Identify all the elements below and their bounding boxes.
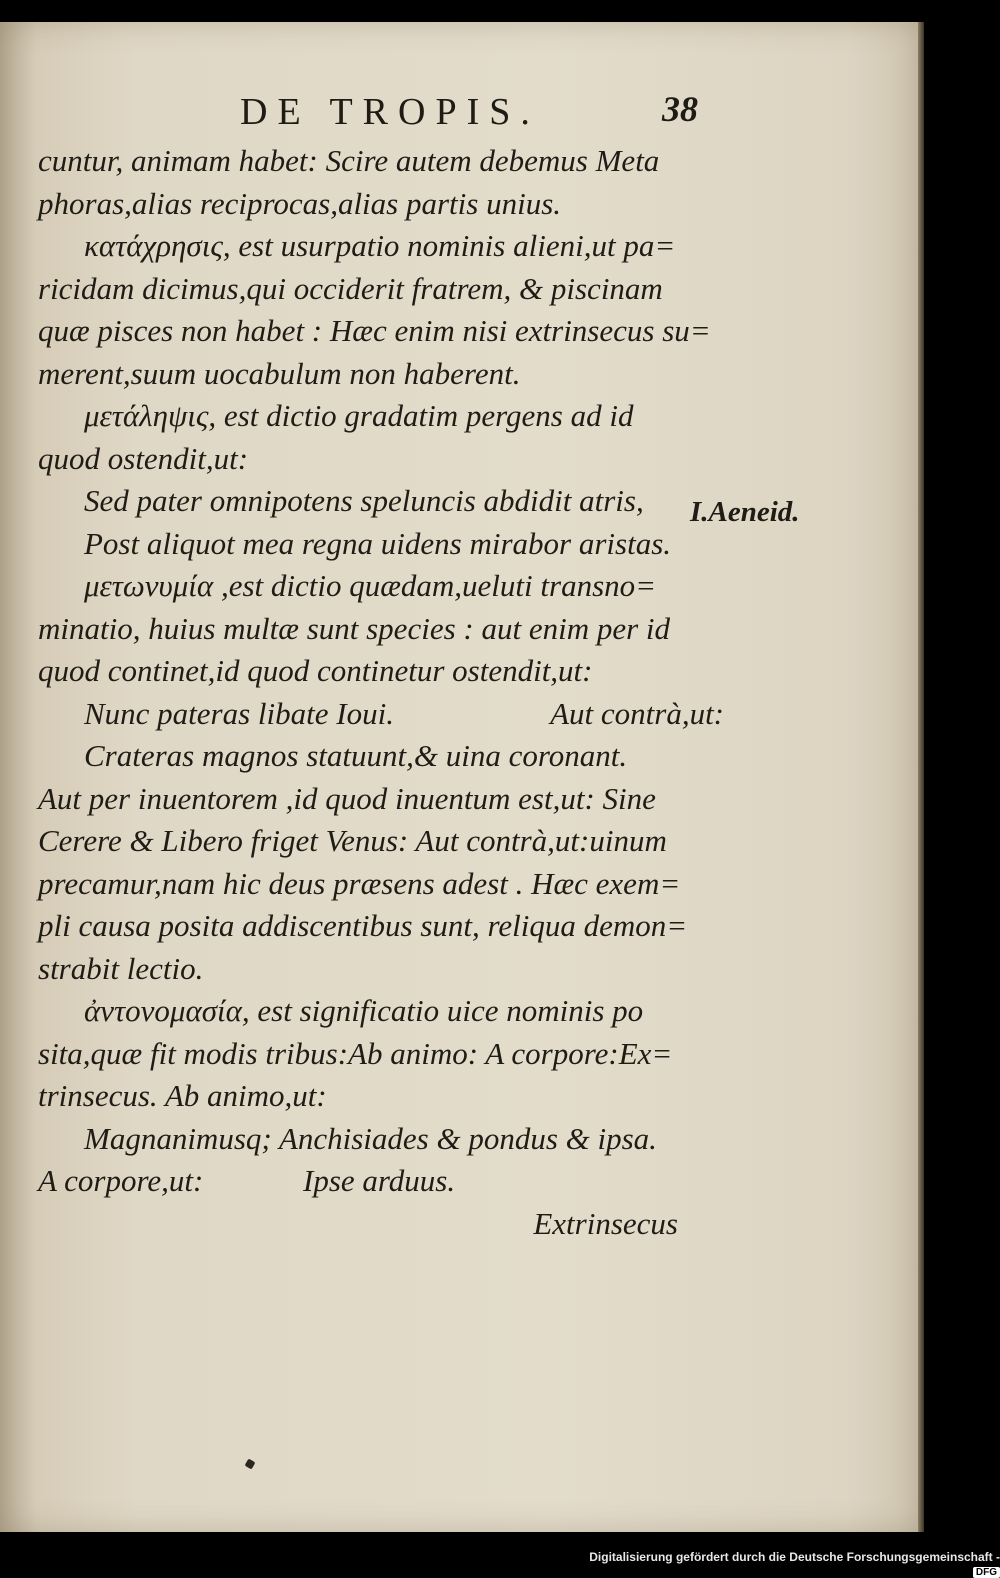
text-line: quod continet,id quod continetur ostendit,ut: [38, 653, 593, 688]
text-line: sita,quæ fit modis tribus:Ab animo: A corpore:Ex= [38, 1035, 673, 1071]
text-line: Aut per inuentorem ,id quod inuentum est,ut: Sine [38, 780, 656, 816]
verse-line: Crateras magnos statuunt,& uina coronant. [84, 738, 628, 773]
verse-line: Sed pater omnipotens speluncis abdidit atris, [84, 483, 644, 518]
text-line: ricidam dicimus,qui occiderit fratrem, & piscinam [38, 270, 663, 306]
body-text [38, 140, 724, 1245]
text-line: μετάληψις, est dictio gradatim pergens ad id [84, 398, 634, 433]
catchword: Extrinsecus [533, 1205, 678, 1241]
verse-left: Nunc pateras libate Ioui. [84, 695, 394, 731]
text-line: minatio, huius multæ sunt species : aut enim per id [38, 610, 671, 646]
margin-note: I.Aeneid. [690, 496, 800, 528]
text-left: A corpore,ut: [38, 1163, 204, 1198]
credit-text: Digitalisierung gefördert durch die Deutsche Forschungsgemeinschaft - [589, 1550, 1000, 1564]
text-line: quæ pisces non habet : Hæc enim nisi extrinsecus su= [38, 313, 711, 348]
text-line: ἀντονομασία, est significatio uice nominis po [84, 993, 644, 1028]
dfg-logo: DFG [973, 1567, 1000, 1578]
running-head: DE TROPIS. [240, 91, 540, 133]
verse-line: Magnanimusq; Anchisiades & pondus & ipsa. [84, 1120, 657, 1156]
text-line: phoras,alias reciprocas,alias partis unius. [38, 185, 562, 221]
text-line: κατάχρησις, est usurpatio nominis alieni,ut pa= [84, 228, 676, 263]
text-line: cuntur, animam habet: Scire autem debemus Meta [38, 143, 660, 178]
verse-right: Aut contrà,ut: [550, 695, 724, 731]
verse-right: Ipse arduus. [303, 1163, 456, 1198]
text-line: strabit lectio. [38, 950, 204, 986]
text-line: merent,suum uocabulum non haberent. [38, 355, 521, 391]
page-number: 38 [662, 89, 698, 129]
verse-line [38, 693, 724, 736]
text-line: precamur,nam hic deus præsens adest . Hæc exem= [38, 865, 681, 901]
text-line: μετωνυμία ,est dictio quædam,ueluti transno= [84, 568, 657, 603]
text-line: Cerere & Libero friget Venus: Aut contrà,ut:uinum [38, 823, 667, 858]
text-line: trinsecus. Ab animo,ut: [38, 1078, 327, 1113]
digitization-credit [560, 1550, 1000, 1578]
text-line: pli causa posita addiscentibus sunt, reliqua demon= [38, 908, 688, 943]
verse-line: Post aliquot mea regna uidens mirabor aristas. [84, 525, 672, 561]
page-edge [918, 22, 924, 1532]
text-line: quod ostendit,ut: [38, 440, 249, 476]
text-line [38, 1160, 698, 1203]
